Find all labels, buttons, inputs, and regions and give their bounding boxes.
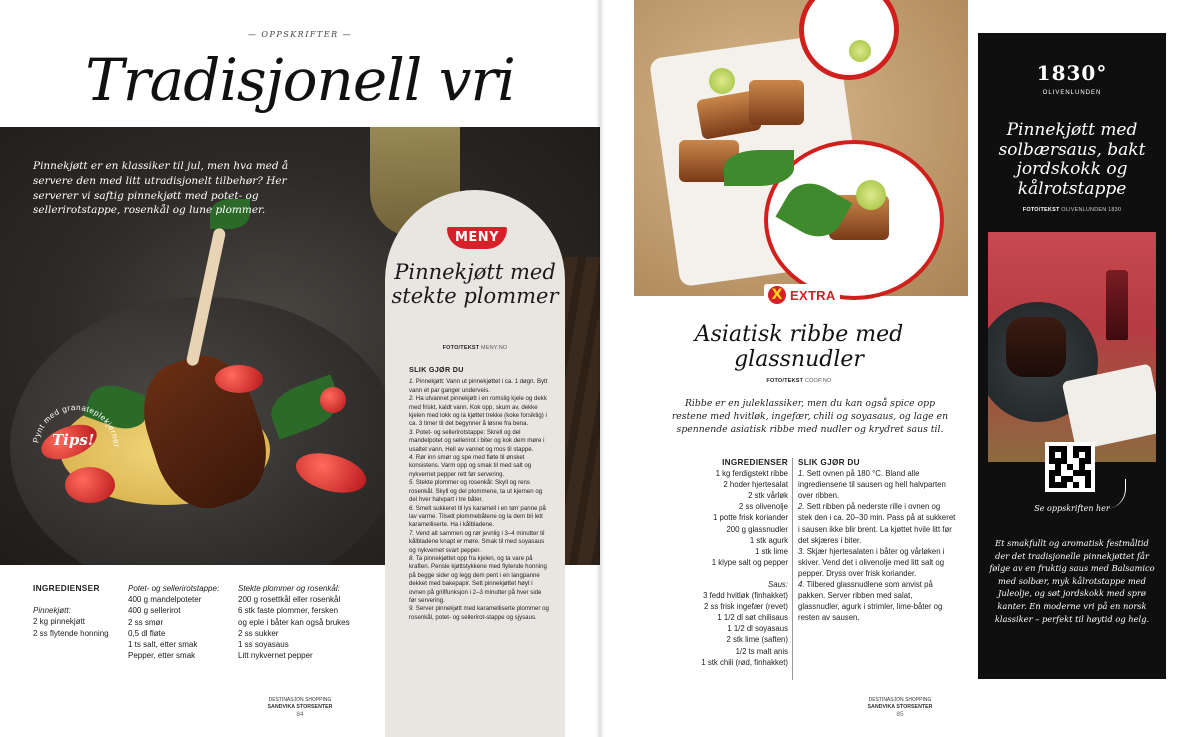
tips-label: Tips!	[52, 431, 95, 449]
step: 2. Sett ribben på nederste rille i ovnen og stek den i ca. 20–30 min. Pass på at sukkeret i sausen ikke blir brent. La kjøttet hvile litt før det skjæres i biter.	[798, 502, 956, 545]
ingredients-col-pinnekjott	[33, 583, 125, 639]
right-page	[600, 0, 1200, 737]
extra-ingredients	[663, 457, 788, 668]
meny-recipe-card	[385, 190, 565, 737]
ingredient-line: 6 stk faste plommer, fersken	[238, 606, 339, 616]
lime	[856, 180, 886, 210]
ingredients-heading: INGREDIENSER	[33, 583, 100, 593]
ingredient-line: 400 g mandelpoteter	[128, 595, 202, 605]
ingredients-heading: INGREDIENSER	[722, 458, 788, 467]
ingredient-line: 200 g glassnudler	[726, 524, 788, 534]
how-heading: SLIK GJØR DU	[798, 458, 860, 467]
ingredient-line: 2 ss olivenolje	[739, 502, 788, 512]
olivenlunden-logo: 1830°	[1036, 61, 1108, 85]
herb-leaf	[724, 150, 794, 186]
meny-credit	[385, 345, 565, 351]
olivenlunden-text: Et smakfullt og aromatisk festmåltid der det tradisjonelle pinnekjøttet får følge av en fruktig saus med Balsamico med solbær, myk kålrotstappe med Juleolje, og søt jordskokk med sprø kanter. En moderne vri på en norsk klassiker – perfekt til høytid og helg.	[989, 538, 1155, 624]
meny-recipe-title: Pinnekjøtt med stekte plommer	[391, 260, 559, 308]
ingredient-line: 1 1/2 dl soyasaus	[727, 624, 788, 634]
olivenlunden-credit	[978, 207, 1166, 213]
step: 8. Ta pinnekjøttet opp fra kjelen, og ta vare på kraften. Pensle kjøttstykkene med flytende honning på begge sider og legg dem pent i en langpanne dekket med bakepapir. Sett pinnekjøttet høyt i ovnen på grillfunksjon i 2–3 minutter på hver side før servering.	[409, 554, 547, 604]
step: 7. Vend alt sammen og rør jevnlig i 3–4 minutter til kålbladene knapt er møre. Smak til med soyasaus og nykvernet svart pepper.	[409, 529, 545, 554]
lamb-ribs	[1006, 317, 1066, 377]
ingredient-line: 2 stk vårløk	[748, 491, 788, 501]
extra-credit	[634, 378, 964, 384]
plum-wedge	[215, 365, 263, 393]
group-title: Potet- og sellerirotstappe:	[128, 584, 220, 593]
how-heading: SLIK GJØR DU	[409, 365, 464, 374]
ingredient-line: 200 g rosettkål eller rosenkål	[238, 595, 341, 605]
group-title: Stekte plommer og rosenkål:	[238, 584, 340, 593]
page-number: 84	[296, 711, 304, 718]
meny-logo: MENY	[447, 227, 507, 249]
ingredient-line: 2 ss flytende honning	[33, 628, 109, 638]
page-headline: Tradisjonell vri	[85, 46, 515, 114]
step: 1. Sett ovnen på 180 °C. Bland alle ingrediensene til sausen og hell halvparten over ribben.	[798, 469, 946, 501]
step: 4. Rør inn smør og spe med fløte til ønsket konsistens. Varm opp og smak til med salt og nykvernet pepper rett før servering.	[409, 454, 532, 478]
ingredient-line: 400 g sellerirot	[128, 606, 181, 616]
lime	[709, 68, 735, 94]
sauce-title: Saus:	[768, 579, 788, 589]
ingredient-line: 2 ss smør	[128, 617, 164, 627]
ingredient-line: 2 ss sukker	[238, 628, 279, 638]
ingredients-col-plommer	[238, 583, 368, 661]
credit-label: FOTO/TEKST	[766, 378, 804, 384]
spine-shadow	[596, 0, 604, 737]
ingredient-line: 1 stk chili (rød, finhakket)	[701, 657, 788, 667]
page-footer-left	[230, 697, 370, 718]
olivenlunden-title: Pinnekjøtt med solbærsaus, bakt jordskokk og kålrotstappe	[998, 120, 1146, 199]
step: 4. Tilbered glassnudlene som anvist på pakken. Server ribben med salat, glassnudler, agurk i strimler, lime-båter og resten av sausen.	[798, 580, 943, 623]
extra-intro: Ribbe er en juleklassiker, men du kan også spice opp restene med hvitløk, ingefær, chili og soyasaus, og lage en spennende asiatisk ribbe med nudler og krydret saus til.	[671, 398, 949, 436]
page-number: 85	[896, 711, 904, 718]
ingredient-line: 1 potte frisk koriander	[713, 513, 788, 523]
olivenlunden-panel	[978, 33, 1166, 679]
credit-source: OLIVENLUNDEN 1830	[1061, 207, 1122, 213]
meny-steps	[409, 366, 549, 622]
qr-code-grid	[1049, 446, 1091, 488]
olivenlunden-photo	[988, 232, 1156, 462]
qr-code[interactable]	[1045, 442, 1095, 492]
credit-source: MENY.NO	[481, 345, 508, 351]
footer-line2: SANDVIKA STORSENTER	[267, 704, 333, 710]
section-kicker: — OPPSKRIFTER —	[247, 30, 353, 39]
ingredients-col-stappe	[128, 583, 238, 661]
step: 1. Pinnekjøtt: Vann ut pinnekjøttet i ca. 1 døgn. Bytt vann et par ganger underveis.	[409, 378, 548, 394]
ingredient-line: 2 stk lime (saften)	[726, 635, 788, 645]
column-divider	[792, 458, 793, 680]
step: 5. Stekte plommer og rosenkål: Skyll og rens rosenkål. Skyll og del plommene, ta ut kjernen og del hver halvpart i tre båter.	[409, 479, 543, 504]
see-recipe-link[interactable]: Se oppskriften her	[1034, 504, 1110, 513]
credit-label: FOTO/TEKST	[442, 345, 480, 351]
extra-logo	[764, 284, 840, 306]
ingredient-line: 2 kg pinnekjøtt	[33, 617, 86, 627]
ingredient-line: 1/2 ts malt anis	[735, 646, 788, 656]
ingredient-line: Pepper, etter smak	[128, 651, 196, 661]
step: 9. Server pinnekjøtt med karamelliserte plommer og rosenkål, potet- og sellerirot-stappe og sjysaus.	[409, 605, 549, 621]
lime	[849, 40, 871, 62]
step: 3. Skjær hjertesalaten i båter og vårløken i skiver. Vend det i olivenolje med litt salt og pepper. Dryss over frisk koriander.	[798, 546, 945, 578]
credit-source: COOP.NO	[804, 378, 832, 384]
ingredient-line: 2 ss frisk ingefær (revet)	[703, 602, 788, 612]
olivenlunden-logo-sub: OLIVENLUNDEN	[1042, 90, 1102, 96]
page-footer-right	[830, 697, 970, 718]
ingredient-line: 1 klype salt og pepper	[711, 557, 788, 567]
ingredient-line: 1 1/2 dl søt chilisaus	[717, 613, 788, 623]
step: 6. Smelt sukkeret til lys karamell i en tørr panne på lav varme. Tilsett plommebåtene og la dem bli lett karamelliserte. Ha i kålbladene.	[409, 504, 546, 529]
footer-line2: SANDVIKA STORSENTER	[867, 704, 933, 710]
extra-recipe-title: Asiatisk ribbe med glassnudler	[694, 322, 904, 372]
ingredient-line: 1 ss soyasaus	[238, 640, 289, 650]
step: 2. Ha utvannet pinnekjøtt i en romslig kjele og dekk med friskt, kaldt vann. Kok opp, skum av, dekke kjelen med lokk og la kjøttet trekke (koke forsiktig) i ca. 3 timer til det begynner å løsne fra bena.	[409, 395, 547, 428]
ingredient-line: 1 ts salt, etter smak	[128, 640, 198, 650]
extra-steps	[798, 457, 956, 623]
ingredient-line: 2 hoder hjertesalat	[723, 480, 788, 490]
sauce-bottle	[1106, 270, 1128, 340]
rib-piece	[749, 80, 804, 125]
ingredient-line: 1 stk lime	[755, 546, 788, 556]
footer-line1: DESTINASJON SHOPPING	[268, 697, 332, 703]
ingredient-line: 3 fedd hvitløk (finhakket)	[703, 591, 788, 601]
extra-logo-text: EXTRA	[790, 287, 836, 303]
ingredient-line: Litt nykvernet pepper	[238, 651, 313, 661]
credit-label: FOTO/TEKST	[1022, 207, 1060, 213]
ingredient-line: 1 kg ferdigstekt ribbe	[715, 469, 788, 479]
group-title: Pinnekjøtt:	[33, 606, 71, 616]
intro-text: Pinnekjøtt er en klassiker til jul, men hva med å servere den med litt utradisjonelt tilbehør? Her serverer vi saftig pinnekjøtt med potet- og sellerirotstappe, rosenkål og lune plommer.	[33, 160, 289, 217]
ingredient-line: 1 stk agurk	[749, 535, 788, 545]
footer-line1: DESTINASJON SHOPPING	[868, 697, 932, 703]
plum-wedge	[320, 387, 346, 413]
tips-ring-text: Pynt med granateplekjerner	[31, 402, 122, 448]
ingredient-line: 0,5 dl fløte	[128, 628, 166, 638]
food-photo-ribbe	[634, 0, 968, 296]
step: 3. Potet- og sellerirotstappe: Skrell og del mandelpotet og sellerirot i biter og kok dem møre i usaltet vann. Hell av vannet og mos til stappe.	[409, 428, 545, 453]
extra-x-icon: X	[768, 286, 786, 304]
ingredient-line: og eple i båter kan også brukes	[238, 617, 350, 627]
